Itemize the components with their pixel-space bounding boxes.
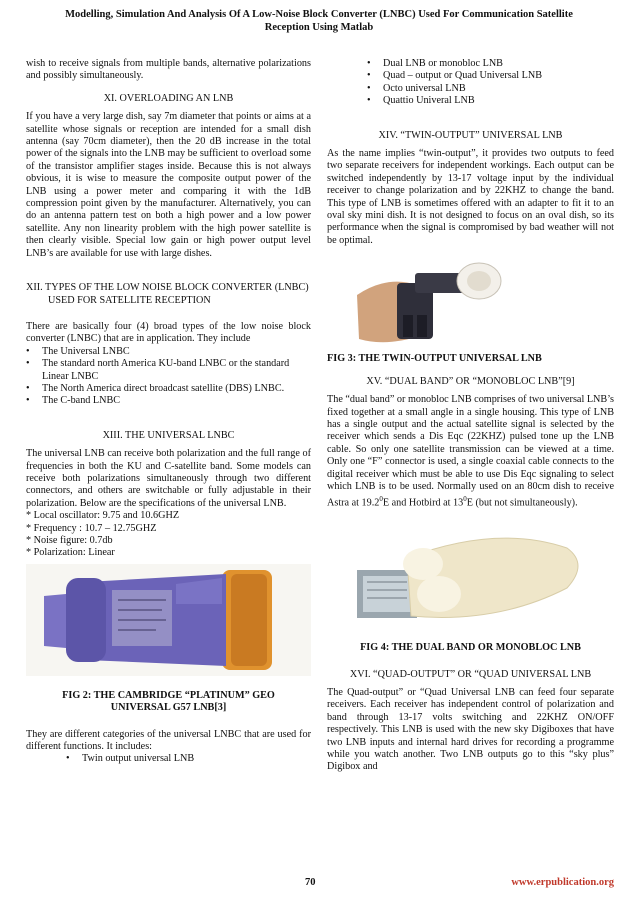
- page-number: 70: [305, 877, 316, 888]
- lnb-categories-list: [327, 58, 614, 108]
- fig3-twin-output-lnb-photo: [327, 255, 614, 347]
- section-11-body: If you have a very large dish, say 7m diameter that points or aims at a satellite whose signals or reception are intended for a small dish antenna (say 70cm diameter), then the 20 dB increase in the total power of the signals into the LNB may be sufficient to overload some of the transistor amplifier stages inside. Because this is not always obvious, it is wise to measure the composite output power of the LNB using a power meter and comparing it with the 1dB compression point given by the manufacturer. Alternatively, you can do an antenna pattern test on both a high power and a low power satellite. Any non linearity problem with the high power satellite is then clearly visible. Special low gain or high power output level LNB’s are available for use with large dishes.: [26, 111, 311, 259]
- spec-item: * Local oscillator: 9.75 and 10.6GHZ: [26, 510, 180, 522]
- bullet-icon: •: [26, 382, 30, 394]
- list-item: • Dual LNB or monobloc LNB: [367, 58, 503, 69]
- list-item: • The C-band LNBC: [26, 395, 121, 407]
- spec-item: * Frequency : 10.7 – 12.75GHZ: [26, 522, 157, 534]
- list-item: • The Universal LNBC: [26, 345, 130, 357]
- list-item: • The standard north America KU-band LNBC or the standard Linear LNBC: [26, 358, 290, 382]
- bullet-icon: •: [367, 95, 371, 107]
- section-12-heading: XII. TYPES OF THE LOW NOISE BLOCK CONVERTER (LNBC) USED FOR SATELLITE RECEPTION: [26, 282, 309, 306]
- bullet-icon: •: [66, 753, 70, 765]
- fig4-monobloc-lnb-photo: [327, 518, 614, 636]
- list-item: • Quad – output or Quad Universal LNB: [367, 70, 543, 82]
- fig2-caption: FIG 2: THE CAMBRIDGE “PLATINUM” GEO UNIVERSAL G57 LNB[3]: [62, 689, 275, 714]
- section-11-heading: XI. OVERLOADING AN LNB: [103, 92, 234, 104]
- right-column: [327, 58, 614, 774]
- left-column: [26, 58, 311, 766]
- fig2-lnb-photo: [26, 564, 311, 676]
- section-13-body: The universal LNB can receive both polarization and the full range of frequencies in both the KU and C-satellite band. Some models can receive both polarizations simultaneously through two different connectors, and others are switchable or fully adjustable in their polarization. Below are the specifications of the universal LNB.: [26, 448, 311, 509]
- header-title-line1: Modelling, Simulation And Analysis Of A Low-Noise Block Converter (LNBC) Used For Communication Satellite: [65, 9, 573, 20]
- bullet-icon: •: [367, 82, 371, 94]
- fig2-followup-paragraph: They are different categories of the universal LNBC that are used for different functions. It includes:: [26, 728, 311, 753]
- list-item: • Twin output universal LNB: [66, 753, 195, 765]
- list-item: • Octo universal LNB: [367, 82, 466, 94]
- journal-website-link[interactable]: www.erpublication.org: [511, 877, 614, 888]
- bullet-icon: •: [26, 358, 30, 370]
- bullet-icon: •: [26, 395, 30, 407]
- section-16-body: The Quad-output” or “Quad Universal LNB can feed four separate receivers. Each receiver has independent control of polarization and band through 13-17 volts switching and 22KHZ ON/OFF respectively. This LNB is used with the new sky Digiboxes that have two LNB inputs and internal hard drives for recording a programme while you watch another. Two LNB outputs go to this “sky plus” Digibox and: [327, 686, 614, 773]
- spec-item: * Polarization: Linear: [26, 547, 115, 559]
- spec-item: * Noise figure: 0.7db: [26, 535, 113, 546]
- intro-paragraph: wish to receive signals from multiple bands, alternative polarizations and possibly simultaneously.: [26, 58, 311, 82]
- section-14-heading: XIV. “TWIN-OUTPUT” UNIVERSAL LNB: [378, 129, 563, 141]
- lnbc-types-list: [26, 346, 311, 408]
- lnb-specifications: [26, 510, 311, 560]
- running-header: [20, 8, 618, 34]
- fig3-caption: FIG 3: THE TWIN-OUTPUT UNIVERSAL LNB: [327, 353, 542, 365]
- list-item: • Quattio Univeral LNB: [367, 95, 475, 107]
- list-item: • The North America direct broadcast satellite (DBS) LNBC.: [26, 382, 285, 394]
- fig4-caption: FIG 4: THE DUAL BAND OR MONOBLOC LNB: [360, 642, 581, 654]
- section-14-body: As the name implies “twin-output”, it provides two outputs to feed two separate receivers for independent workings. Each output can be switched independently by 13-17 voltage input by the individual receiver to change polarization and by 22KHZ to change the band. This type of LNB is sometimes offered with an adapter to fit it to an oval sky mini dish. It is not designed to focus on an oval dish, so its performance when the signal is compromised by bad weather will not be optimal.: [327, 148, 614, 246]
- section-16-heading: XVI. “QUAD-OUTPUT” OR “QUAD UNIVERSAL LNB: [349, 668, 592, 680]
- header-title-line2: Reception Using Matlab: [264, 22, 374, 33]
- section-12-body: There are basically four (4) broad types of the low noise block converter (LNBC) that are in application. They include: [26, 320, 311, 345]
- section-15-heading: XV. “DUAL BAND” OR “MONOBLOC LNB”[9]: [366, 375, 575, 387]
- bullet-icon: •: [26, 345, 30, 357]
- bullet-icon: •: [367, 70, 371, 82]
- section-13-heading: XIII. THE UNIVERSAL LNBC: [102, 429, 235, 441]
- section-15-body: The “dual band” or monobloc LNB comprises of two universal LNB’s fixed together at a small angle in a single housing. This type of LNB has a single output and the actual satellite signal is selected by the receiver which sends a Dis Eqc (22KHZ) pulsed tone up the LNB cable. So only one satellite transmission can be viewed at a time. Only one “F” connector is used, a single coaxial cable connects to the digital receiver which must be able to use Dis Eqc signaling to select which LNB is to be used. Normally used on an 80cm dish to receive Astra at 19.2$^0$E and Hotbird at $13^0E$ (but not simultaneously).: [327, 394, 614, 509]
- bullet-icon: •: [367, 58, 371, 69]
